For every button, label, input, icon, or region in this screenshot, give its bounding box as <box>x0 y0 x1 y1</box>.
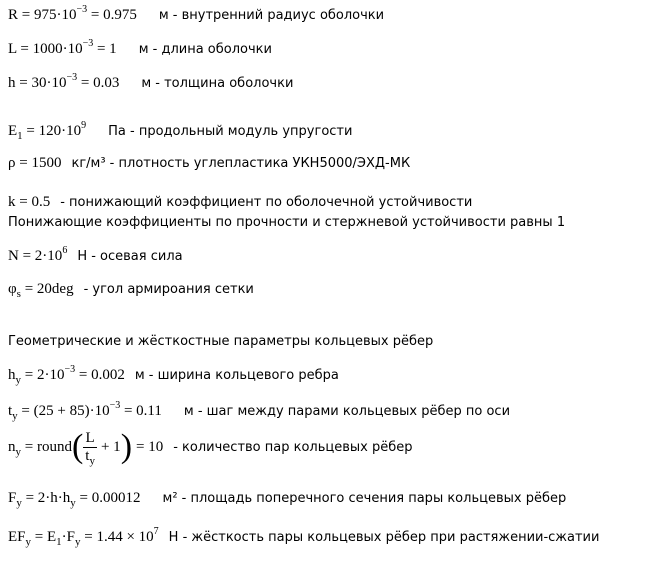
rib-count-lhs: $n_y$ = round <box>8 438 72 458</box>
rib-stiffness-description: Н - жёсткость пары кольцевых рёбер при растяжении-сжатии <box>168 530 600 545</box>
density-formula: ρ = 1500 <box>8 155 62 171</box>
plus-one: + 1 <box>100 438 121 455</box>
radius-description: м - внутренний радиус оболочки <box>158 8 385 23</box>
rib-width-formula: $h_y = 2\cdot 10^{-3} = 0.002$ <box>8 364 125 386</box>
density-line <box>8 154 410 172</box>
rib-pitch-line <box>8 402 510 420</box>
thickness-line <box>8 74 293 92</box>
rib-pitch-formula: $t_y = (25 + 85)\cdot 10^{-3} = 0.11$ <box>8 400 162 422</box>
ring-ribs-heading: Геометрические и жёсткостные параметры кольцевых рёбер <box>8 334 434 349</box>
length-line <box>8 40 272 58</box>
angle-formula: $\varphi_s = 20deg$ <box>8 281 74 300</box>
rib-count-line <box>8 428 413 466</box>
fraction-l-over-ty: $\frac{L}{t_y}$ <box>85 429 95 467</box>
buckling-factor-formula: k = 0.5 <box>8 194 51 210</box>
strength-factors-note: Понижающие коэффициенты по прочности и стержневой устойчивости равны 1 <box>8 215 566 230</box>
thickness-description: м - толщина оболочки <box>141 76 294 91</box>
buckling-factor-description: - понижающий коэффициент по оболочечной устойчивости <box>60 195 473 210</box>
rib-area-line <box>8 489 566 507</box>
angle-description: - угол армироания сетки <box>83 282 254 297</box>
modulus-line <box>8 122 352 140</box>
rib-area-description: м² - площадь поперечного сечения пары кольцевых рёбер <box>162 491 567 506</box>
density-description: кг/м³ - плотность углепластика УКН5000/ЭХД-МК <box>71 156 411 171</box>
rib-width-line <box>8 366 339 384</box>
axial-force-formula: $N = 2\cdot 10^6$ <box>8 245 68 264</box>
radius-formula: $R = 975\cdot 10^{-3} = 0.975$ <box>8 4 137 23</box>
axial-force-description: Н - осевая сила <box>77 249 183 264</box>
right-paren: ) <box>120 428 133 465</box>
left-paren: ( <box>71 428 84 465</box>
modulus-formula: $E_1 = 120\cdot 10^9$ <box>8 120 87 142</box>
axial-force-line <box>8 247 183 265</box>
rib-area-formula: $F_y = 2\cdot h\cdot h_y = 0.00012$ <box>8 490 141 509</box>
rib-width-description: м - ширина кольцевого ребра <box>134 368 339 383</box>
buckling-factor-line <box>8 193 472 211</box>
rib-count-result: = 10 <box>136 438 164 455</box>
length-formula: $L = 1000\cdot 10^{-3} = 1$ <box>8 38 117 57</box>
radius-line <box>8 6 384 24</box>
length-description: м - длина оболочки <box>138 42 272 57</box>
rib-stiffness-line <box>8 528 599 546</box>
rib-stiffness-formula: $EF_y = E_1\cdot F_y = 1.44 \times 10^7$ <box>8 526 159 548</box>
rib-count-description: - количество пар кольцевых рёбер <box>173 439 413 455</box>
rib-pitch-description: м - шаг между парами кольцевых рёбер по оси <box>183 404 511 419</box>
modulus-description: Па - продольный модуль упругости <box>108 124 353 139</box>
thickness-formula: $h = 30\cdot 10^{-3} = 0.03$ <box>8 72 120 91</box>
angle-line <box>8 280 254 298</box>
